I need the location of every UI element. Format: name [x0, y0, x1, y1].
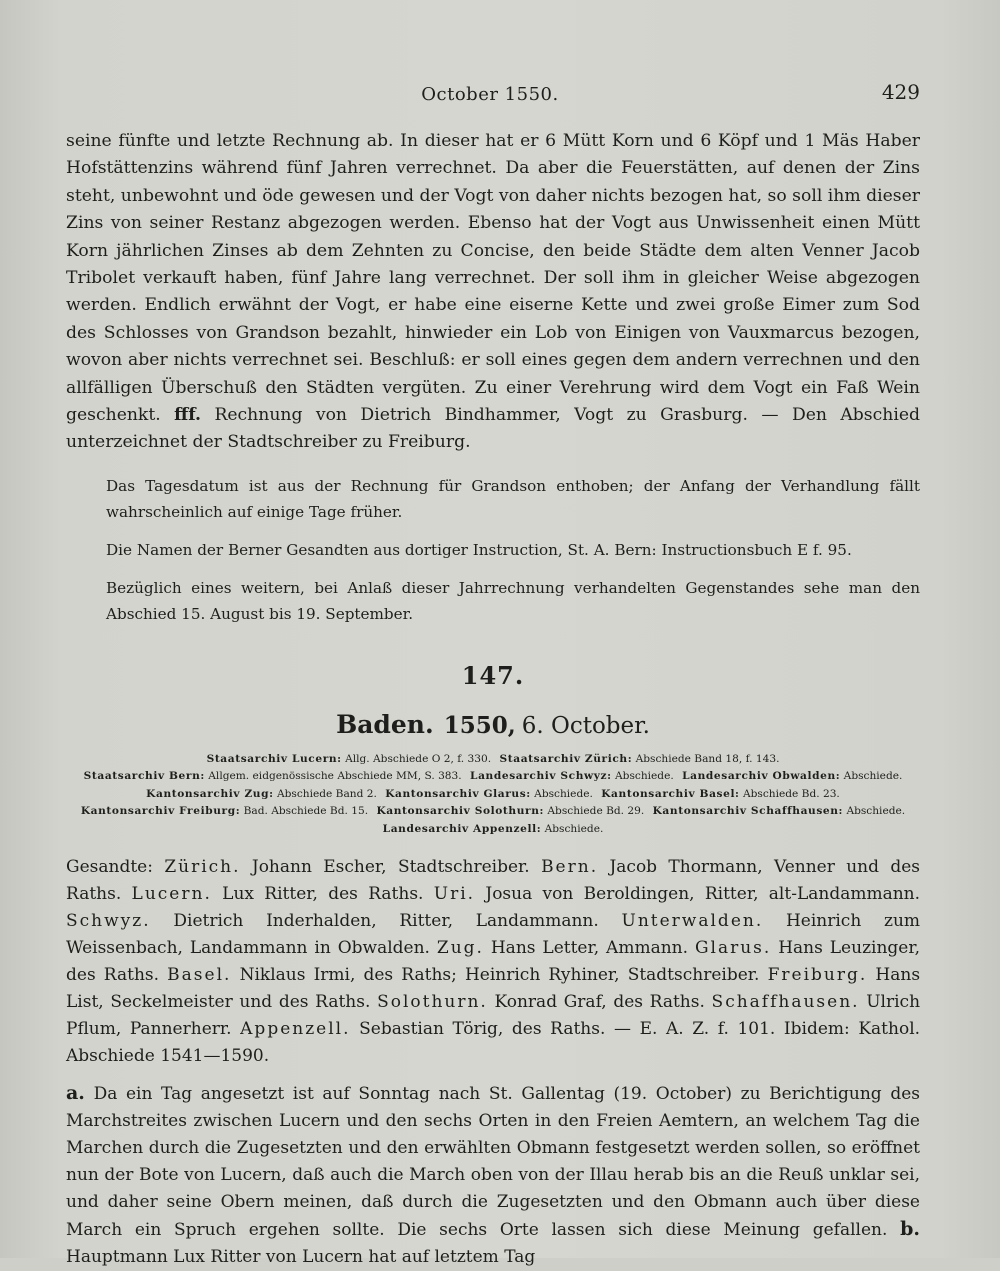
item-label: b.	[900, 1218, 920, 1241]
document-date: 6. October.	[521, 712, 650, 739]
document-number: 147.	[461, 660, 525, 690]
envoy-place: Glarus.	[694, 938, 772, 959]
envoy-text: Heinrich zum Weissenbach, Landammann in Obwalden.	[66, 911, 921, 959]
item-text: Da ein Tag angesetzt ist auf Sonntag nach St. Gallentag (19. October) zu Berichtigung des Marchstreites zwischen Lucern und den sechs Orten in den Freien Aemtern, an welchem Tag die Marchen durch die Zugesetzten und den erwählten Obmann festgesetzt werden sollen, so eröffnet nun der Bote von Lucern, daß auch die March oben von der Illau herab bis an die Reuß unklar sei, und daher seine Obern meinen, daß durch die Zugesetzten und den Obmann auch über diese March ein Spruch ergehen sollte. Die sechs Orte lassen sich diese Meinung gefallen.	[66, 1084, 920, 1241]
previous-abschied-paragraph	[66, 128, 920, 457]
envoy-text: Jacob Thormann, Venner und des Raths.	[66, 857, 920, 905]
source-entry: Landesarchiv Schwyz: Abschiede.	[470, 770, 674, 783]
source-entry: Landesarchiv Appenzell: Abschiede.	[382, 822, 604, 835]
item-text: Hauptmann Lux Ritter von Lucern hat auf letztem Tag	[66, 1247, 536, 1268]
envoy-text: Hans Leuzinger, des Raths.	[66, 938, 921, 986]
source-entry: Staatsarchiv Zürich: Abschiede Band 18, f. 143.	[499, 752, 780, 765]
envoys-list	[66, 854, 920, 1070]
editorial-note: Die Namen der Berner Gesandten aus dortiger Instruction, St. A. Bern: Instructionsbuch E f. 95.	[106, 540, 852, 559]
envoy-place: Solothurn.	[377, 992, 488, 1013]
source-entry: Kantonsarchiv Freiburg: Bad. Abschiede Bd. 15.	[80, 805, 369, 818]
envoy-text: Johann Escher, Stadtschreiber.	[251, 857, 530, 878]
envoys-closing: — E. A. Z. f. 101. Ibidem: Kathol. Abschiede 1541—1590.	[66, 1019, 921, 1067]
running-title: October 1550.	[421, 84, 559, 105]
editorial-note: Bezüglich eines weitern, bei Anlaß dieser Jahrrechnung verhandelten Gegenstandes sehe man den Abschied 15. August bis 19. September.	[106, 578, 920, 623]
source-entry: Kantonsarchiv Glarus: Abschiede.	[385, 787, 593, 800]
source-entry: Kantonsarchiv Solothurn: Abschiede Bd. 29.	[376, 805, 645, 818]
envoy-place: Schaffhausen.	[711, 992, 860, 1013]
envoy-place: Lucern.	[131, 884, 212, 905]
envoy-place: Zug.	[436, 938, 484, 959]
envoy-place: Zürich.	[164, 857, 241, 878]
envoy-text: Sebastian Törig, des Raths.	[359, 1019, 606, 1040]
envoy-place: Basel.	[167, 965, 232, 986]
envoy-text: Lux Ritter, des Raths.	[222, 884, 424, 905]
document-year: 1550,	[443, 711, 516, 739]
envoy-place: Appenzell.	[240, 1019, 351, 1040]
editorial-note: Das Tagesdatum ist aus der Rechnung für Grandson enthoben; der Anfang der Verhandlung fällt wahrscheinlich auf einige Tage früher.	[106, 476, 920, 521]
archive-sources	[66, 751, 920, 839]
envoy-text: Hans List, Seckelmeister und des Raths.	[66, 965, 921, 1013]
paragraph-text: seine fünfte und letzte Rechnung ab. In dieser hat er 6 Mütt Korn und 6 Köpf und 1 Mäs Haber Hofstättenzins während fünf Jahren verrechnet. Da aber die Feuerstätten, auf denen der Zins steht, unbewohnt und öde gewesen und der Vogt von daher nichts bezogen hat, so soll ihm dieser Zins von seiner Restanz abgezogen werden. Ebenso hat der Vogt aus Unwissenheit einen Mütt Korn jährlichen Zinses ab dem Zehnten zu Concise, den beide Städte dem alten Venner Jacob Tribolet verkauft haben, fünf Jahre lang verrechnet. Der soll ihm in gleicher Weise abgezogen werden. Endlich erwähnt der Vogt, er habe eine eiserne Kette und zwei große Eimer zum Sod des Schlosses von Grandson bezahlt, hinwieder ein Lob von Einigen von Vauxmarcus bezogen, wovon aber nichts verrechnet sei. Beschluß: er soll eines gegen dem andern verrechnen und den allfälligen Überschuß den Städten vergüten. Zu einer Verehrung wird dem Vogt ein Faß Wein geschenkt.	[66, 131, 920, 426]
document-place: Baden.	[336, 709, 434, 739]
envoy-text: Konrad Graf, des Raths.	[494, 992, 705, 1013]
envoys-intro: Gesandte:	[66, 857, 153, 878]
source-entry: Kantonsarchiv Schaffhausen: Abschiede.	[652, 805, 906, 818]
item-label: fff.	[174, 405, 202, 426]
item-label: a.	[66, 1082, 85, 1105]
source-entry: Staatsarchiv Lucern: Allg. Abschiede O 2, f. 330.	[206, 752, 492, 765]
envoy-place: Unterwalden.	[621, 911, 764, 932]
page-body	[66, 128, 920, 1271]
envoy-place: Uri.	[433, 884, 476, 905]
paragraph-text: Rechnung von Dietrich Bindhammer, Vogt zu Grasburg. — Den Abschied unterzeichnet der Stadtschreiber zu Freiburg.	[66, 405, 920, 453]
running-header	[60, 80, 920, 114]
envoy-place: Schwyz.	[66, 911, 151, 932]
envoy-text: Ulrich Pflum, Pannerherr.	[66, 992, 921, 1040]
envoy-text: Dietrich Inderhalden, Ritter, Landammann.	[173, 911, 599, 932]
source-entry: Staatsarchiv Bern: Allgem. eidgenössische Abschiede MM, S. 383.	[83, 770, 462, 783]
source-entry: Kantonsarchiv Basel: Abschiede Bd. 23.	[601, 787, 840, 800]
envoy-text: Hans Letter, Ammann.	[490, 938, 689, 959]
source-entry: Kantonsarchiv Zug: Abschiede Band 2.	[146, 787, 377, 800]
envoy-place: Freiburg.	[767, 965, 868, 986]
envoy-text: Niklaus Irmi, des Raths; Heinrich Ryhiner, Stadtschreiber.	[239, 965, 760, 986]
agenda-items	[66, 1080, 920, 1271]
source-entry: Landesarchiv Obwalden: Abschiede.	[682, 770, 903, 783]
page-number: 429	[881, 80, 920, 104]
envoy-text: Josua von Beroldingen, Ritter, alt-Landammann.	[485, 884, 921, 905]
document-heading	[66, 710, 920, 739]
envoy-place: Bern.	[541, 857, 599, 878]
